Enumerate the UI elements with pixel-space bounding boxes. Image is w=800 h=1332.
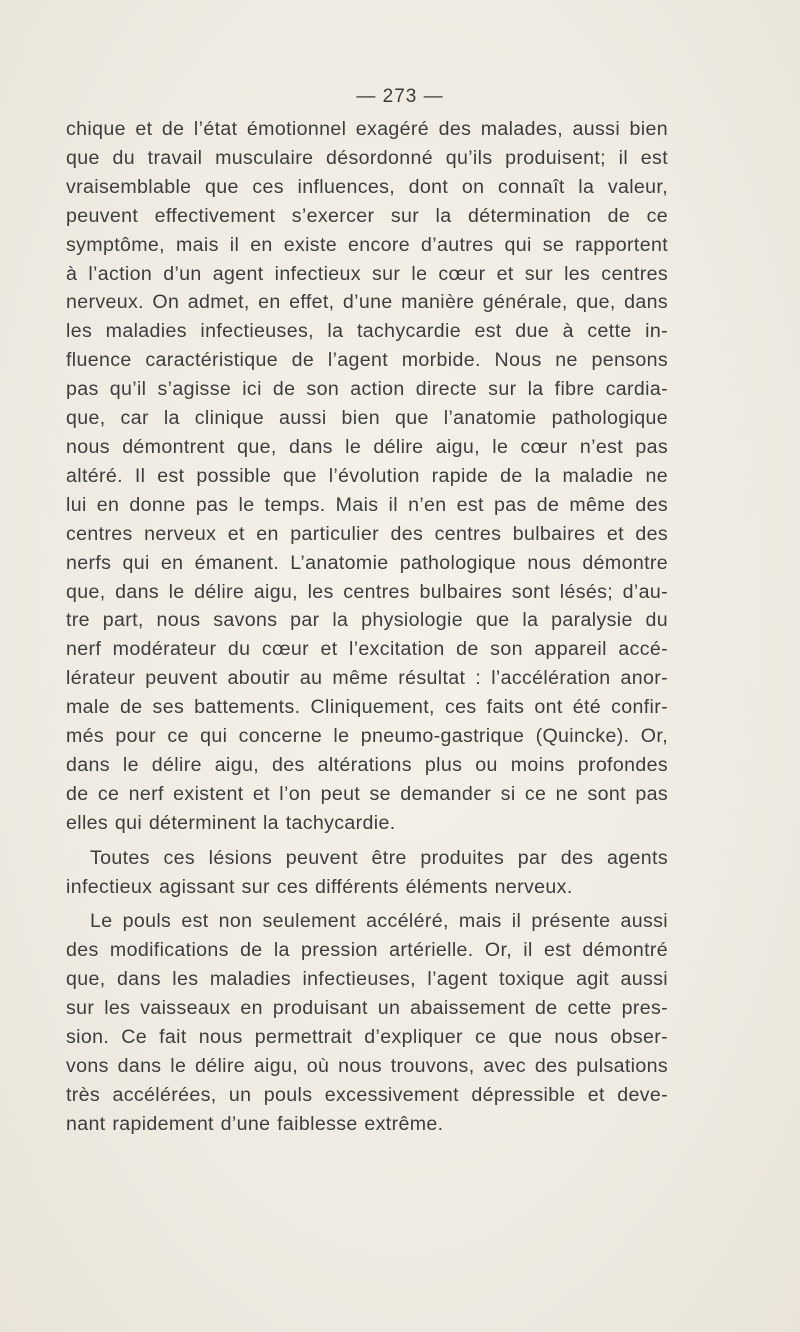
text-line: nerf modérateur du cœur et l’excitation de son appareil accé-	[66, 638, 668, 661]
text-line: dans le délire aigu, des altérations plus ou moins profondes	[66, 753, 668, 776]
text-line: centres nerveux et en particulier des centres bulbaires et des	[66, 522, 668, 545]
text-line: que, car la clinique aussi bien que l’anatomie pathologique	[66, 407, 668, 430]
text-line: symptôme, mais il en existe encore d’autres qui se rapportent	[66, 233, 668, 256]
text-line: tre part, nous savons par la physiologie que la paralysie du	[66, 609, 668, 632]
text-line: infectieux agissant sur ces différents éléments nerveux.	[66, 875, 573, 898]
text-line: més pour ce qui concerne le pneumo-gastrique (Quincke). Or,	[66, 725, 668, 748]
text-line: fluence caractéristique de l’agent morbide. Nous ne pensons	[66, 349, 668, 372]
text-line: male de ses battements. Cliniquement, ces faits ont été confir-	[66, 696, 668, 719]
text-line: nerfs qui en émanent. L’anatomie pathologique nous démontre	[66, 551, 668, 574]
text-line: Toutes ces lésions peuvent être produites par des agents	[90, 846, 668, 869]
body-text	[66, 115, 668, 1139]
paragraph-1	[66, 115, 668, 838]
text-line: que, dans le délire aigu, les centres bulbaires sont lésés; d’au-	[66, 580, 668, 603]
text-line: que, dans les maladies infectieuses, l’agent toxique agit aussi	[66, 968, 668, 991]
text-line: lérateur peuvent aboutir au même résultat : l’accélération anor-	[66, 667, 668, 690]
text-line: vons dans le délire aigu, où nous trouvons, avec des pulsations	[66, 1055, 668, 1077]
text-line: nerveux. On admet, en effet, d’une manière générale, que, dans	[66, 291, 668, 314]
text-line: peuvent effectivement s’exercer sur la détermination de ce	[66, 204, 668, 227]
page-number: — 273 —	[356, 86, 444, 107]
text-line: que du travail musculaire désordonné qu’ils produisent; il est	[66, 146, 668, 169]
text-line: pas qu’il s’agisse ici de son action directe sur la fibre cardia-	[66, 378, 668, 401]
text-line: sur les vaisseaux en produisant un abaissement de cette pres-	[66, 997, 668, 1020]
paragraph-3	[66, 907, 668, 1138]
text-line: nous démontrent que, dans le délire aigu, le cœur n’est pas	[66, 435, 668, 458]
text-line: les maladies infectieuses, la tachycardie est due à cette in-	[66, 320, 668, 343]
text-line: à l’action d’un agent infectieux sur le cœur et sur les centres	[66, 262, 668, 285]
paragraph-2	[66, 844, 668, 902]
text-line: très accélérées, un pouls excessivement dépressible et deve-	[66, 1083, 668, 1106]
text-line: des modifications de la pression artérielle. Or, il est démontré	[66, 939, 668, 962]
text-line: Le pouls est non seulement accéléré, mais il présente aussi	[90, 910, 668, 933]
text-line: elles qui déterminent la tachycardie.	[66, 811, 396, 834]
text-line: altéré. Il est possible que l’évolution rapide de la maladie ne	[66, 464, 668, 487]
text-line: lui en donne pas le temps. Mais il n’en est pas de même des	[66, 493, 668, 516]
text-line: nant rapidement d’une faiblesse extrême.	[66, 1112, 444, 1135]
text-line: de ce nerf existent et l’on peut se demander si ce ne sont pas	[66, 782, 668, 805]
text-line: chique et de l’état émotionnel exagéré des malades, aussi bien	[66, 118, 668, 140]
text-line: vraisemblable que ces influences, dont on connaît la valeur,	[66, 175, 668, 198]
text-line: sion. Ce fait nous permettrait d’expliquer ce que nous obser-	[66, 1026, 668, 1049]
